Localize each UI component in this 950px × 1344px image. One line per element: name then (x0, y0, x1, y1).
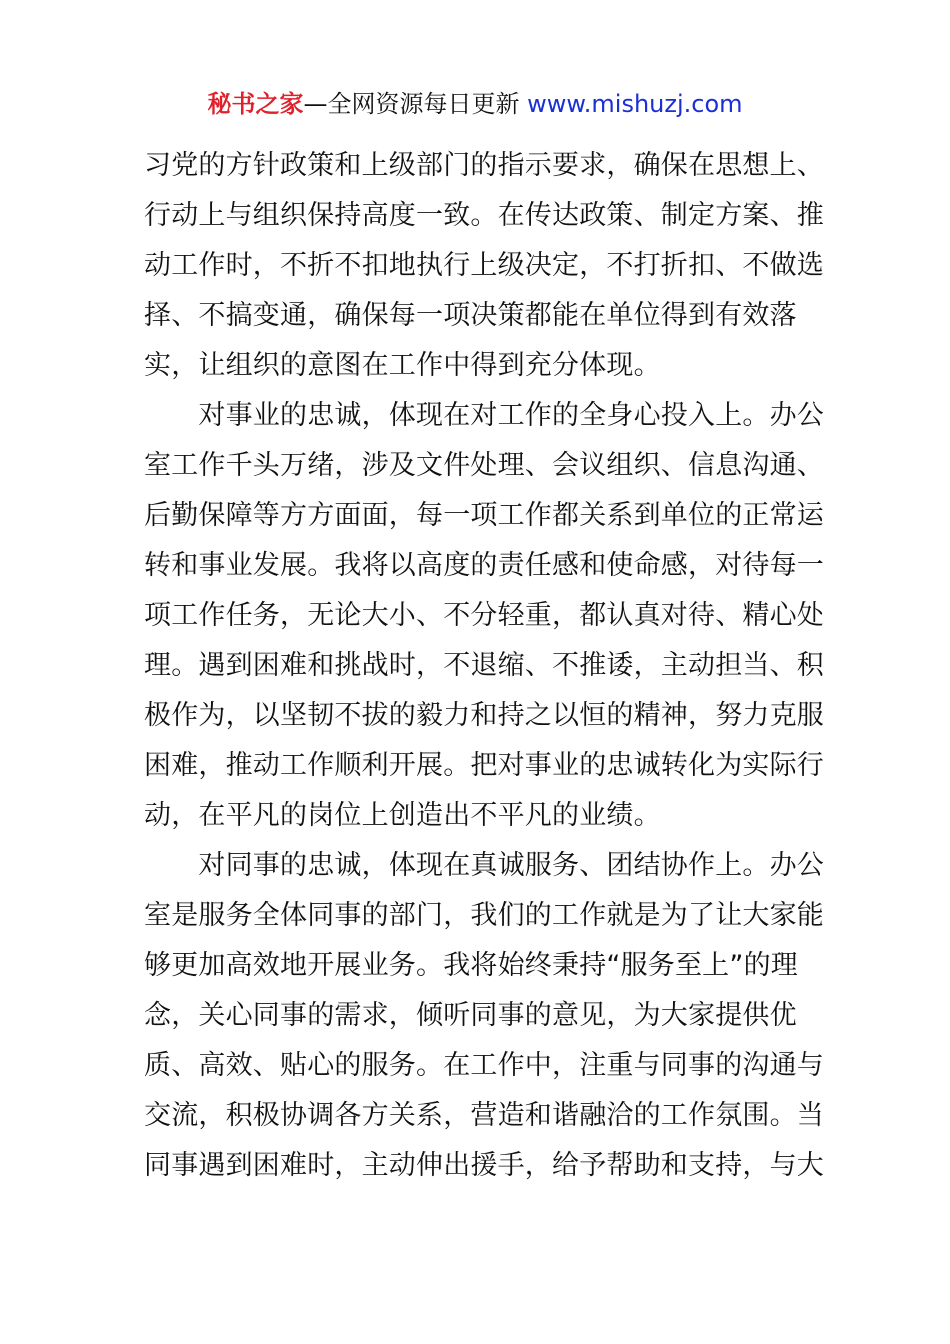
text-line: 极作为，以坚韧不拔的毅力和持之以恒的精神，努力克服 (144, 700, 824, 731)
text-line: 念，关心同事的需求，倾听同事的意见，为大家提供优 (144, 1000, 797, 1031)
site-url-link[interactable]: www.mishuzj.com (527, 90, 743, 118)
text-line: 习党的方针政策和上级部门的指示要求，确保在思想上、 (144, 150, 824, 181)
document-body (144, 141, 824, 1191)
text-line: 质、高效、贴心的服务。在工作中，注重与同事的沟通与 (144, 1050, 824, 1081)
paragraph-start-line: 对事业的忠诚，体现在对工作的全身心投入上。办公 (144, 400, 824, 431)
text-line: 够更加高效地开展业务。我将始终秉持“服务至上”的理 (144, 950, 798, 981)
text-line: 后勤保障等方方面面，每一项工作都关系到单位的正常运 (144, 500, 824, 531)
site-header (0, 86, 950, 122)
site-brand: 秘书之家 (207, 90, 304, 118)
text-line: 择、不搞变通，确保每一项决策都能在单位得到有效落 (144, 300, 797, 331)
paragraph-start-line: 对同事的忠诚，体现在真诚服务、团结协作上。办公 (144, 850, 824, 881)
text-line: 动，在平凡的岗位上创造出不平凡的业绩。 (144, 800, 661, 831)
site-tagline: —全网资源每日更新 (303, 90, 528, 118)
text-line: 困难，推动工作顺利开展。把对事业的忠诚转化为实际行 (144, 750, 824, 781)
text-line: 室工作千头万绪，涉及文件处理、会议组织、信息沟通、 (144, 450, 824, 481)
text-line: 项工作任务，无论大小、不分轻重，都认真对待、精心处 (144, 600, 824, 631)
text-line: 交流，积极协调各方关系，营造和谐融洽的工作氛围。当 (144, 1100, 824, 1131)
text-line: 行动上与组织保持高度一致。在传达政策、制定方案、推 (144, 200, 824, 231)
text-line: 实，让组织的意图在工作中得到充分体现。 (144, 350, 661, 381)
text-line: 转和事业发展。我将以高度的责任感和使命感，对待每一 (144, 550, 824, 581)
text-line: 同事遇到困难时，主动伸出援手，给予帮助和支持，与大 (144, 1150, 824, 1181)
text-line: 理。遇到困难和挑战时，不退缩、不推诿，主动担当、积 (144, 650, 824, 681)
text-line: 室是服务全体同事的部门，我们的工作就是为了让大家能 (144, 900, 824, 931)
text-line: 动工作时，不折不扣地执行上级决定，不打折扣、不做选 (144, 250, 824, 281)
